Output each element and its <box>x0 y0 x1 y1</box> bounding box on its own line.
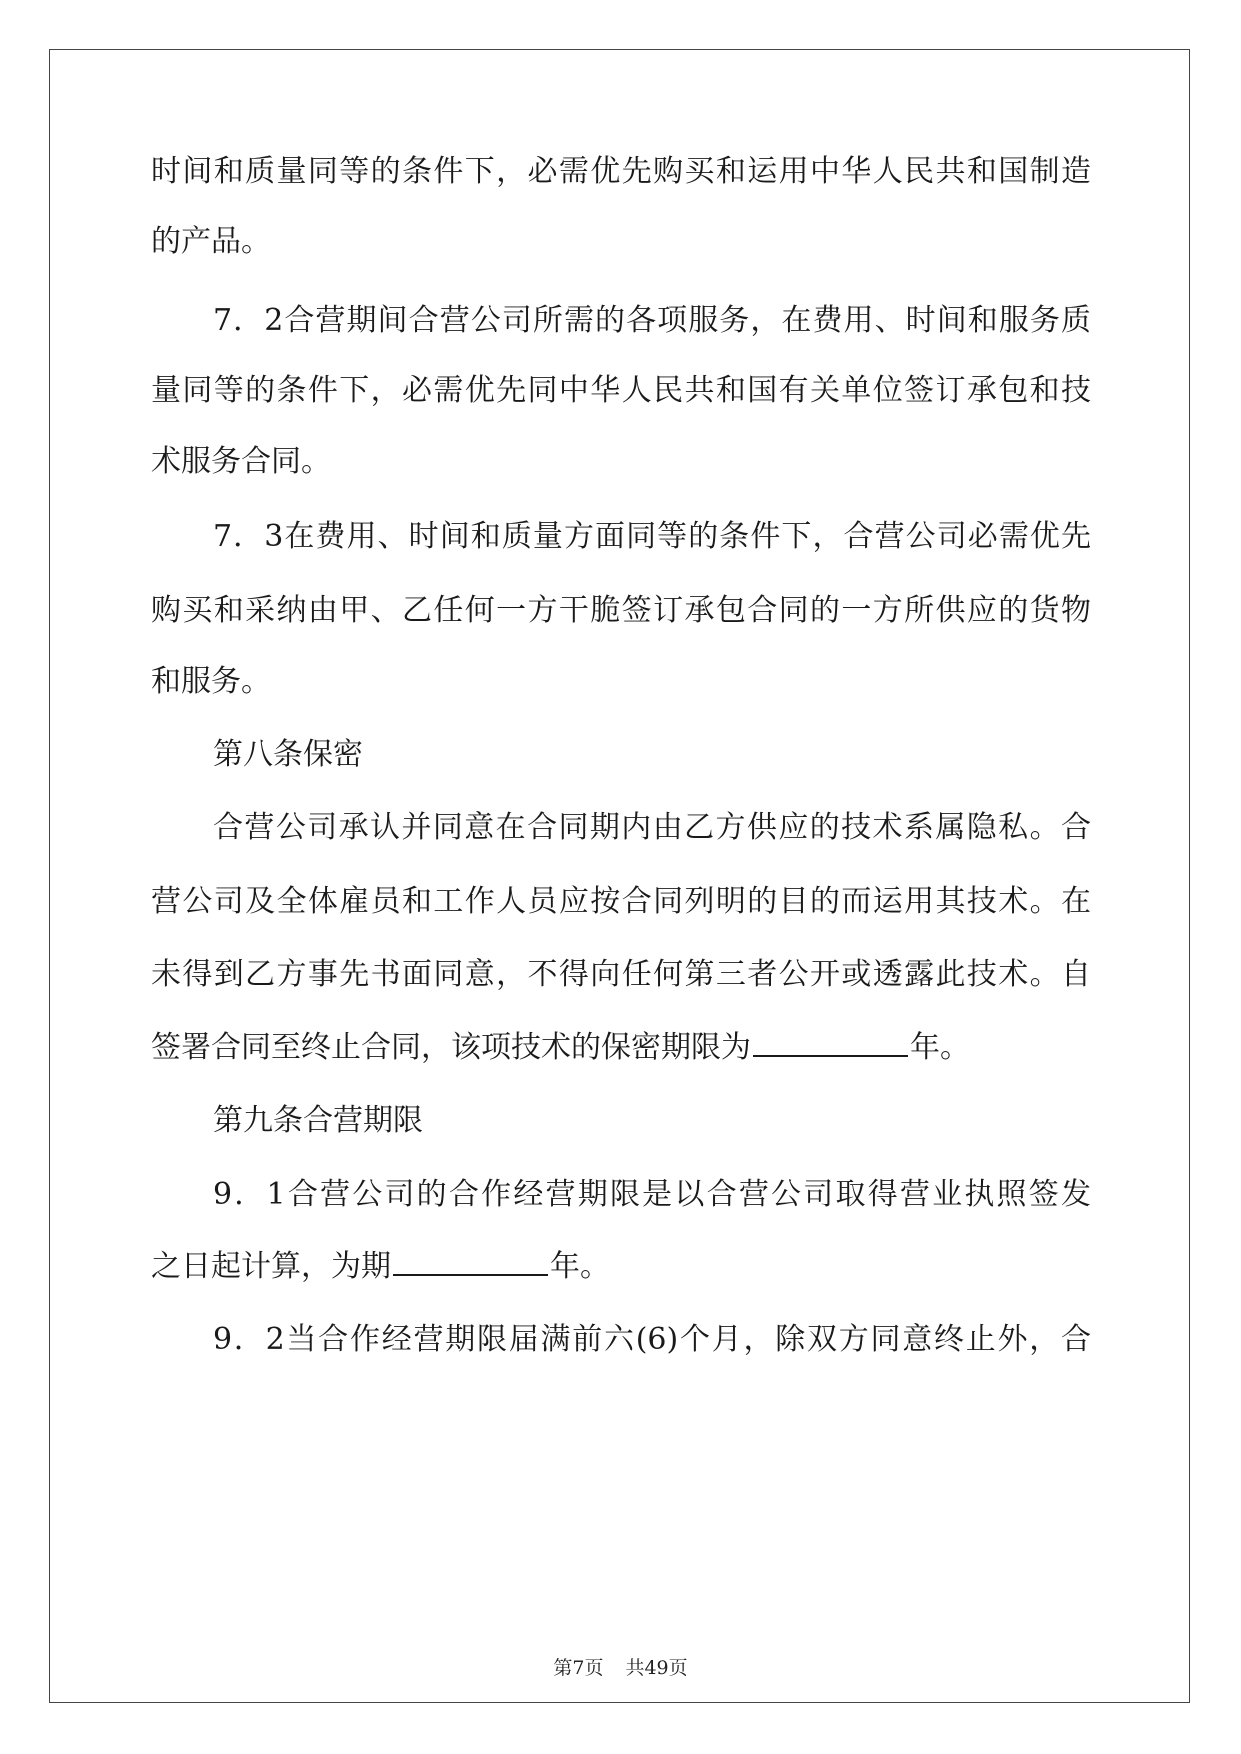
fill-in-blank <box>393 1274 548 1276</box>
fill-in-blank <box>753 1055 908 1057</box>
paragraph-line: 时间和质量同等的条件下，必需优先购买和运用中华人民共和国制造 <box>151 154 1091 189</box>
paragraph-line: 的产品。 <box>151 224 271 259</box>
clause-7-3-line: 7．3在费用、时间和质量方面同等的条件下，合营公司必需优先 <box>213 519 1091 554</box>
paragraph-line: 营公司及全体雇员和工作人员应按合同列明的目的而运用其技术。在 <box>151 884 1091 919</box>
clause-9-2-line: 9．2当合作经营期限届满前六(6)个月，除双方同意终止外，合 <box>213 1322 1091 1357</box>
section-heading-secrecy: 第八条保密 <box>213 737 363 772</box>
term-unit: 年。 <box>550 1249 610 1284</box>
page-border <box>49 49 1190 1703</box>
paragraph-line: 未得到乙方事先书面同意，不得向任何第三者公开或透露此技术。自 <box>151 957 1091 992</box>
paragraph-line: 术服务合同。 <box>151 444 331 479</box>
clause-7-2-line: 7．2合营期间合营公司所需的各项服务，在费用、时间和服务质 <box>213 303 1091 338</box>
paragraph-line: 合营公司承认并同意在合同期内由乙方供应的技术系属隐私。合 <box>213 810 1091 845</box>
secrecy-period-text: 签署合同至终止合同，该项技术的保密期限为 <box>151 1030 751 1065</box>
term-line <box>151 1247 1091 1287</box>
paragraph-line: 和服务。 <box>151 664 271 699</box>
secrecy-period-line <box>151 1028 1091 1068</box>
page-footer <box>0 1656 1241 1680</box>
secrecy-period-unit: 年。 <box>910 1030 970 1065</box>
paragraph-line: 购买和采纳由甲、乙任何一方干脆签订承包合同的一方所供应的货物 <box>151 593 1091 628</box>
term-text: 之日起计算，为期 <box>151 1249 391 1284</box>
page-total: 共49页 <box>625 1657 688 1679</box>
clause-9-1-line: 9．1合营公司的合作经营期限是以合营公司取得营业执照签发 <box>213 1177 1091 1212</box>
section-heading-term: 第九条合营期限 <box>213 1103 423 1138</box>
paragraph-line: 量同等的条件下，必需优先同中华人民共和国有关单位签订承包和技 <box>151 373 1091 408</box>
page-number: 第7页 <box>553 1657 604 1679</box>
